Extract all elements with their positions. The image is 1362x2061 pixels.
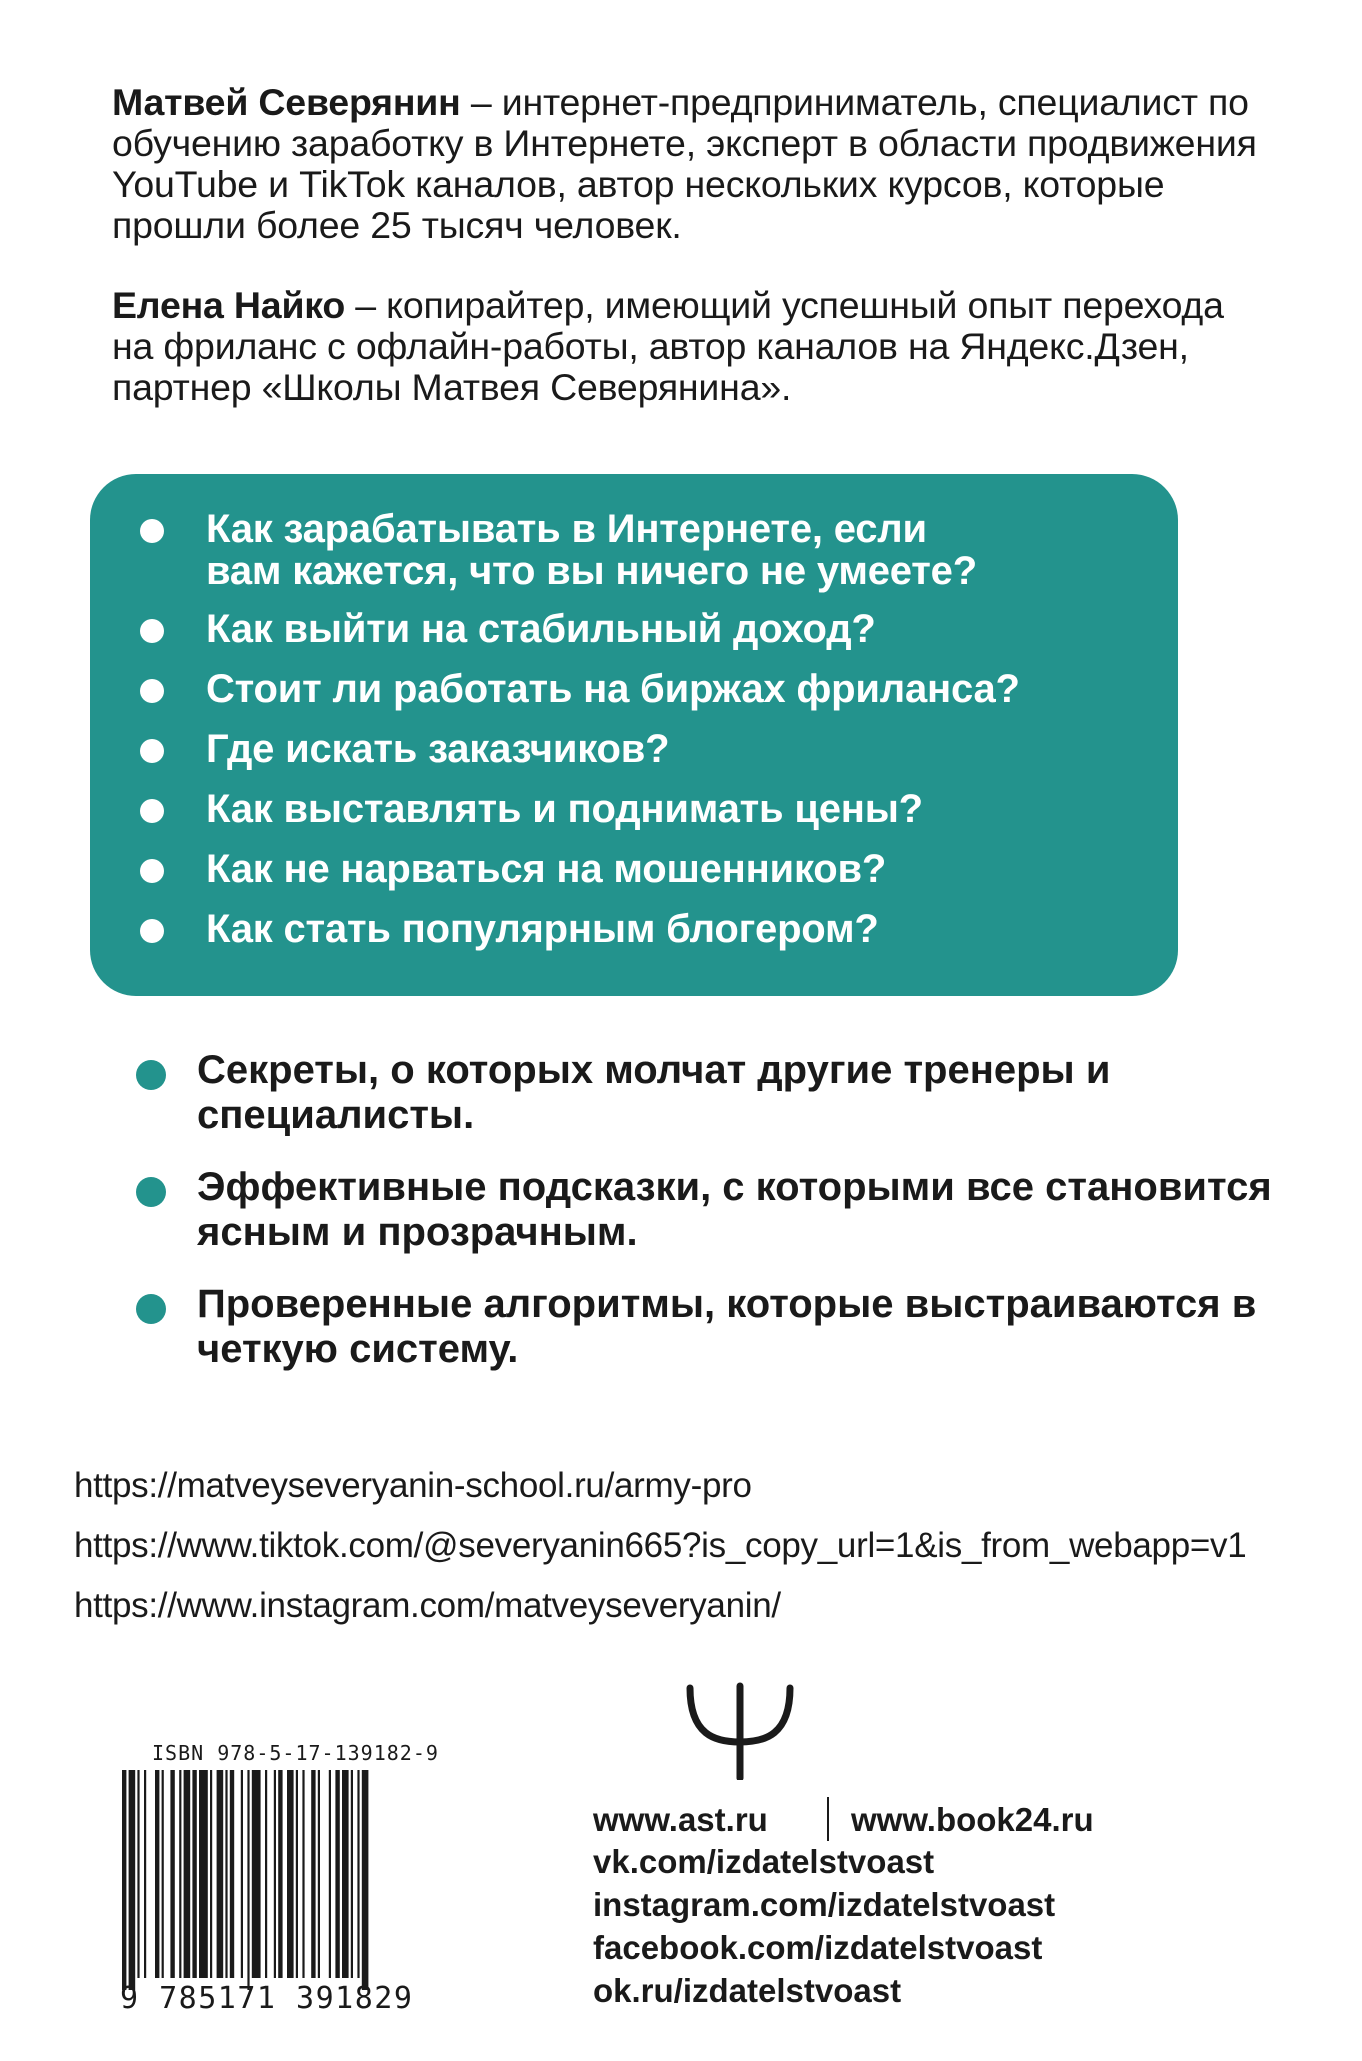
- barcode-bar: [335, 1770, 339, 1978]
- publisher-instagram[interactable]: instagram.com/izdatelstvoast: [593, 1886, 1056, 1923]
- barcode-bar: [170, 1770, 174, 1978]
- bullet-icon: [140, 799, 164, 823]
- barcode-bar: [199, 1770, 208, 1978]
- author-description: – копирайтер, имеющий успешный опыт перехода на фриланс с офлайн-работы, автор каналов на Яндекс.Дзен, партнер «Школы Матвея Северянина».: [112, 284, 1224, 408]
- link-tiktok[interactable]: https://www.tiktok.com/@severyanin665?is_copy_url=1&is_from_webapp=v1: [74, 1526, 1247, 1565]
- barcode-bar: [217, 1770, 224, 1978]
- bullet-icon: [140, 519, 164, 543]
- isbn-label: ISBN 978-5-17-139182-9: [152, 1741, 439, 1765]
- author-bio-nayko: [112, 285, 1262, 408]
- barcode-bar: [184, 1770, 191, 1978]
- barcode-bar: [311, 1770, 315, 1978]
- publisher-vk[interactable]: vk.com/izdatelstvoast: [593, 1843, 935, 1880]
- barcode-bar: [155, 1770, 159, 1978]
- barcode-bar: [287, 1770, 294, 1978]
- barcode-bar: [357, 1770, 359, 1978]
- barcode-bar: [296, 1770, 298, 1978]
- barcode-bar: [351, 1770, 353, 1978]
- link-school[interactable]: https://matveyseveryanin-school.ru/army-pro: [74, 1466, 752, 1505]
- bullet-icon: [140, 619, 164, 643]
- barcode-bar: [265, 1770, 267, 1978]
- isbn-barcode-icon: [118, 1740, 468, 2020]
- barcode-bar: [302, 1770, 304, 1978]
- publisher-facebook[interactable]: facebook.com/izdatelstvoast: [593, 1929, 1043, 1966]
- link-instagram[interactable]: https://www.instagram.com/matveyseveryanin/: [74, 1586, 781, 1625]
- barcode-bar: [230, 1770, 234, 1978]
- teal-bullet-icon: [136, 1060, 166, 1090]
- barcode-bar: [144, 1770, 146, 1978]
- teal-bullet-icon: [136, 1294, 166, 1324]
- author-name: Матвей Северянин: [112, 81, 461, 123]
- teal-bullet-icon: [136, 1177, 166, 1207]
- barcode-bar: [192, 1770, 196, 1978]
- barcode-bar: [278, 1770, 282, 1978]
- bullet-icon: [140, 739, 164, 763]
- publisher-ok[interactable]: ok.ru/izdatelstvoast: [593, 1972, 902, 2009]
- bullet-icon: [140, 859, 164, 883]
- isbn-digits: 9 785171 391829: [120, 1981, 414, 2016]
- bullet-icon: [140, 679, 164, 703]
- barcode-bar: [122, 1770, 126, 1990]
- questions-panel: Как зарабатывать в Интернете, если вам кажется, что вы ничего не умеете? Как выйти на стабильный доход? Стоит ли работать на биржах фриланса? Где искать заказчиков? Как выставлять и поднимать цены? Как не нарваться на мошенников? Как стать популярным блогером?: [90, 474, 1178, 996]
- publisher-site-book24[interactable]: www.book24.ru: [851, 1801, 1094, 1838]
- barcode-bar: [247, 1770, 249, 1990]
- barcode-bar: [274, 1770, 276, 1978]
- barcode-bar: [252, 1770, 261, 1978]
- barcode-bar: [162, 1770, 164, 1978]
- barcode-bar: [329, 1770, 331, 1978]
- barcode-bar: [342, 1770, 349, 1978]
- bullet-icon: [140, 919, 164, 943]
- barcode-bar: [129, 1770, 136, 1990]
- author-bio-severyanin: [112, 82, 1262, 246]
- author-name: Елена Найко: [112, 284, 346, 326]
- barcode-bar: [210, 1770, 212, 1978]
- barcode-bar: [225, 1770, 227, 1978]
- barcode-bar: [318, 1770, 320, 1978]
- barcode-bar: [137, 1770, 139, 1978]
- barcode-bar: [362, 1770, 369, 1990]
- barcode-bar: [241, 1770, 243, 1978]
- publisher-site-ast[interactable]: www.ast.ru: [593, 1801, 768, 1838]
- psi-trident-logo-icon: [680, 1680, 800, 1780]
- barcode-bar: [179, 1770, 181, 1978]
- separator: [827, 1797, 829, 1841]
- author-description: – интернет-предприниматель, специалист по обучению заработку в Интернете, эксперт в области продвижения YouTube и TikTok каналов, автор нескольких курсов, которые прошли более 25 тысяч человек.: [112, 81, 1257, 246]
